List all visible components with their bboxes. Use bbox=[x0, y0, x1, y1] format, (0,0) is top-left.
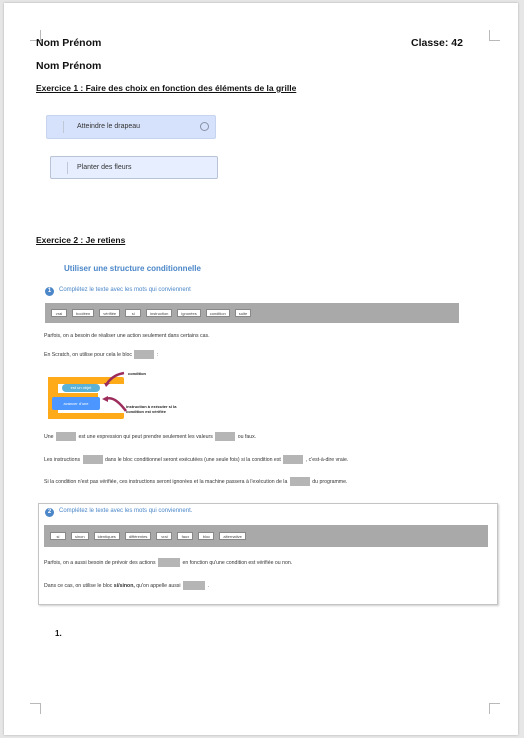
arrow-to-action bbox=[106, 398, 126, 411]
text-fragment-bold: si/sinon, bbox=[113, 582, 135, 589]
text-fragment: Si la condition n'est pas vérifiée, ces instructions seront ignorées et la machine passera à l'exécution de la bbox=[44, 478, 288, 485]
action-annotation: instruction à exécuter si la condition est vérifiée bbox=[126, 404, 177, 414]
crop-mark-top-right bbox=[489, 30, 500, 41]
answer-blank[interactable] bbox=[134, 350, 154, 359]
text-fragment: Les instructions bbox=[44, 456, 81, 463]
step-1-badge: 1 bbox=[45, 287, 54, 296]
word-chip[interactable]: différentes bbox=[125, 532, 152, 540]
word-chip[interactable]: identiques bbox=[94, 532, 120, 540]
text-fragment: Dans ce cas, on utilise le bloc bbox=[44, 582, 113, 589]
answer-blank[interactable] bbox=[158, 558, 180, 567]
word-chip[interactable]: sinon bbox=[71, 532, 89, 540]
word-chip[interactable]: bloc bbox=[198, 532, 214, 540]
text-fragment: qu'on appelle aussi bbox=[136, 582, 181, 589]
circle-icon bbox=[200, 122, 209, 131]
block-tick bbox=[67, 162, 68, 174]
word-chip[interactable]: vérifiée bbox=[99, 309, 120, 317]
word-chip[interactable]: condition bbox=[206, 309, 230, 317]
code-block-reach-flag[interactable] bbox=[46, 115, 216, 139]
word-bank-2 bbox=[44, 525, 488, 547]
worksheet-title: Utiliser une structure conditionnelle bbox=[64, 264, 201, 273]
exercise1-title: Exercice 1 : Faire des choix en fonction des éléments de la grille bbox=[36, 83, 297, 93]
block-tick bbox=[63, 121, 64, 133]
answer-blank[interactable] bbox=[183, 581, 205, 590]
word-chip[interactable]: booléen bbox=[72, 309, 94, 317]
crop-mark-bottom-left bbox=[30, 703, 41, 714]
part1-line1: Parfois, on a besoin de réaliser une action seulement dans certains cas. bbox=[44, 333, 210, 339]
part1-line5 bbox=[44, 477, 347, 486]
text-fragment: Une bbox=[44, 433, 54, 440]
action-block: avancer d'une bbox=[52, 397, 100, 410]
part1-line3 bbox=[44, 432, 256, 441]
word-chip[interactable]: vrai bbox=[156, 532, 172, 540]
part1-line4 bbox=[44, 455, 348, 464]
part2-instruction: Complétez le texte avec les mots qui conviennent. bbox=[59, 508, 193, 514]
crop-mark-bottom-right bbox=[489, 703, 500, 714]
document-page bbox=[4, 3, 518, 735]
text-fragment: est une expression qui peut prendre seulement les valeurs bbox=[78, 433, 213, 440]
part2-line2 bbox=[44, 581, 209, 590]
text-fragment: ou faux. bbox=[237, 433, 257, 440]
word-bank-1 bbox=[45, 303, 459, 323]
answer-blank[interactable] bbox=[56, 432, 76, 441]
word-chip[interactable]: alternative bbox=[219, 532, 245, 540]
text-fragment: , c'est-à-dire vraie. bbox=[305, 456, 349, 463]
student-name-2: Nom Prénom bbox=[36, 60, 102, 72]
part1-instruction: Complétez le texte avec les mots qui conviennent bbox=[59, 287, 191, 293]
answer-blank[interactable] bbox=[83, 455, 103, 464]
part1-line2 bbox=[44, 350, 158, 359]
step-2-badge: 2 bbox=[45, 508, 54, 517]
answer-blank[interactable] bbox=[290, 477, 310, 486]
arrowhead bbox=[104, 383, 110, 387]
text-fragment: : bbox=[156, 351, 159, 358]
text-fragment: . bbox=[207, 582, 209, 589]
text-fragment: du programme. bbox=[312, 478, 348, 485]
word-chip[interactable]: faux bbox=[177, 532, 193, 540]
class-label: Classe: 42 bbox=[411, 37, 463, 49]
text-fragment: Parfois, on a aussi besoin de prévoir des actions bbox=[44, 559, 156, 566]
word-chip[interactable]: instruction bbox=[146, 309, 172, 317]
answer-blank[interactable] bbox=[215, 432, 235, 441]
word-chip[interactable]: ignorées bbox=[177, 309, 200, 317]
condition-slot: est un objet bbox=[62, 384, 100, 392]
block-label: Atteindre le drapeau bbox=[77, 123, 141, 130]
answer-blank[interactable] bbox=[283, 455, 303, 464]
word-chip[interactable]: suite bbox=[235, 309, 251, 317]
list-number: 1. bbox=[55, 629, 62, 638]
block-label: Planter des fleurs bbox=[77, 164, 132, 171]
word-chip[interactable]: vrai bbox=[51, 309, 67, 317]
text-fragment: En Scratch, on utilise pour cela le bloc bbox=[44, 351, 132, 358]
code-block-plant-flowers[interactable] bbox=[50, 156, 218, 179]
text-fragment: dans le bloc conditionnel seront exécutées (une seule fois) si la condition est bbox=[104, 456, 281, 463]
student-name-1: Nom Prénom bbox=[36, 37, 102, 49]
text-fragment: en fonction qu'une condition est vérifiée ou non. bbox=[182, 559, 293, 566]
word-chip[interactable]: si bbox=[125, 309, 141, 317]
exercise2-title: Exercice 2 : Je retiens bbox=[36, 235, 126, 245]
arrowhead bbox=[102, 396, 108, 402]
condition-annotation: condition bbox=[128, 371, 146, 376]
word-chip[interactable]: si bbox=[50, 532, 66, 540]
part2-line1 bbox=[44, 558, 292, 567]
